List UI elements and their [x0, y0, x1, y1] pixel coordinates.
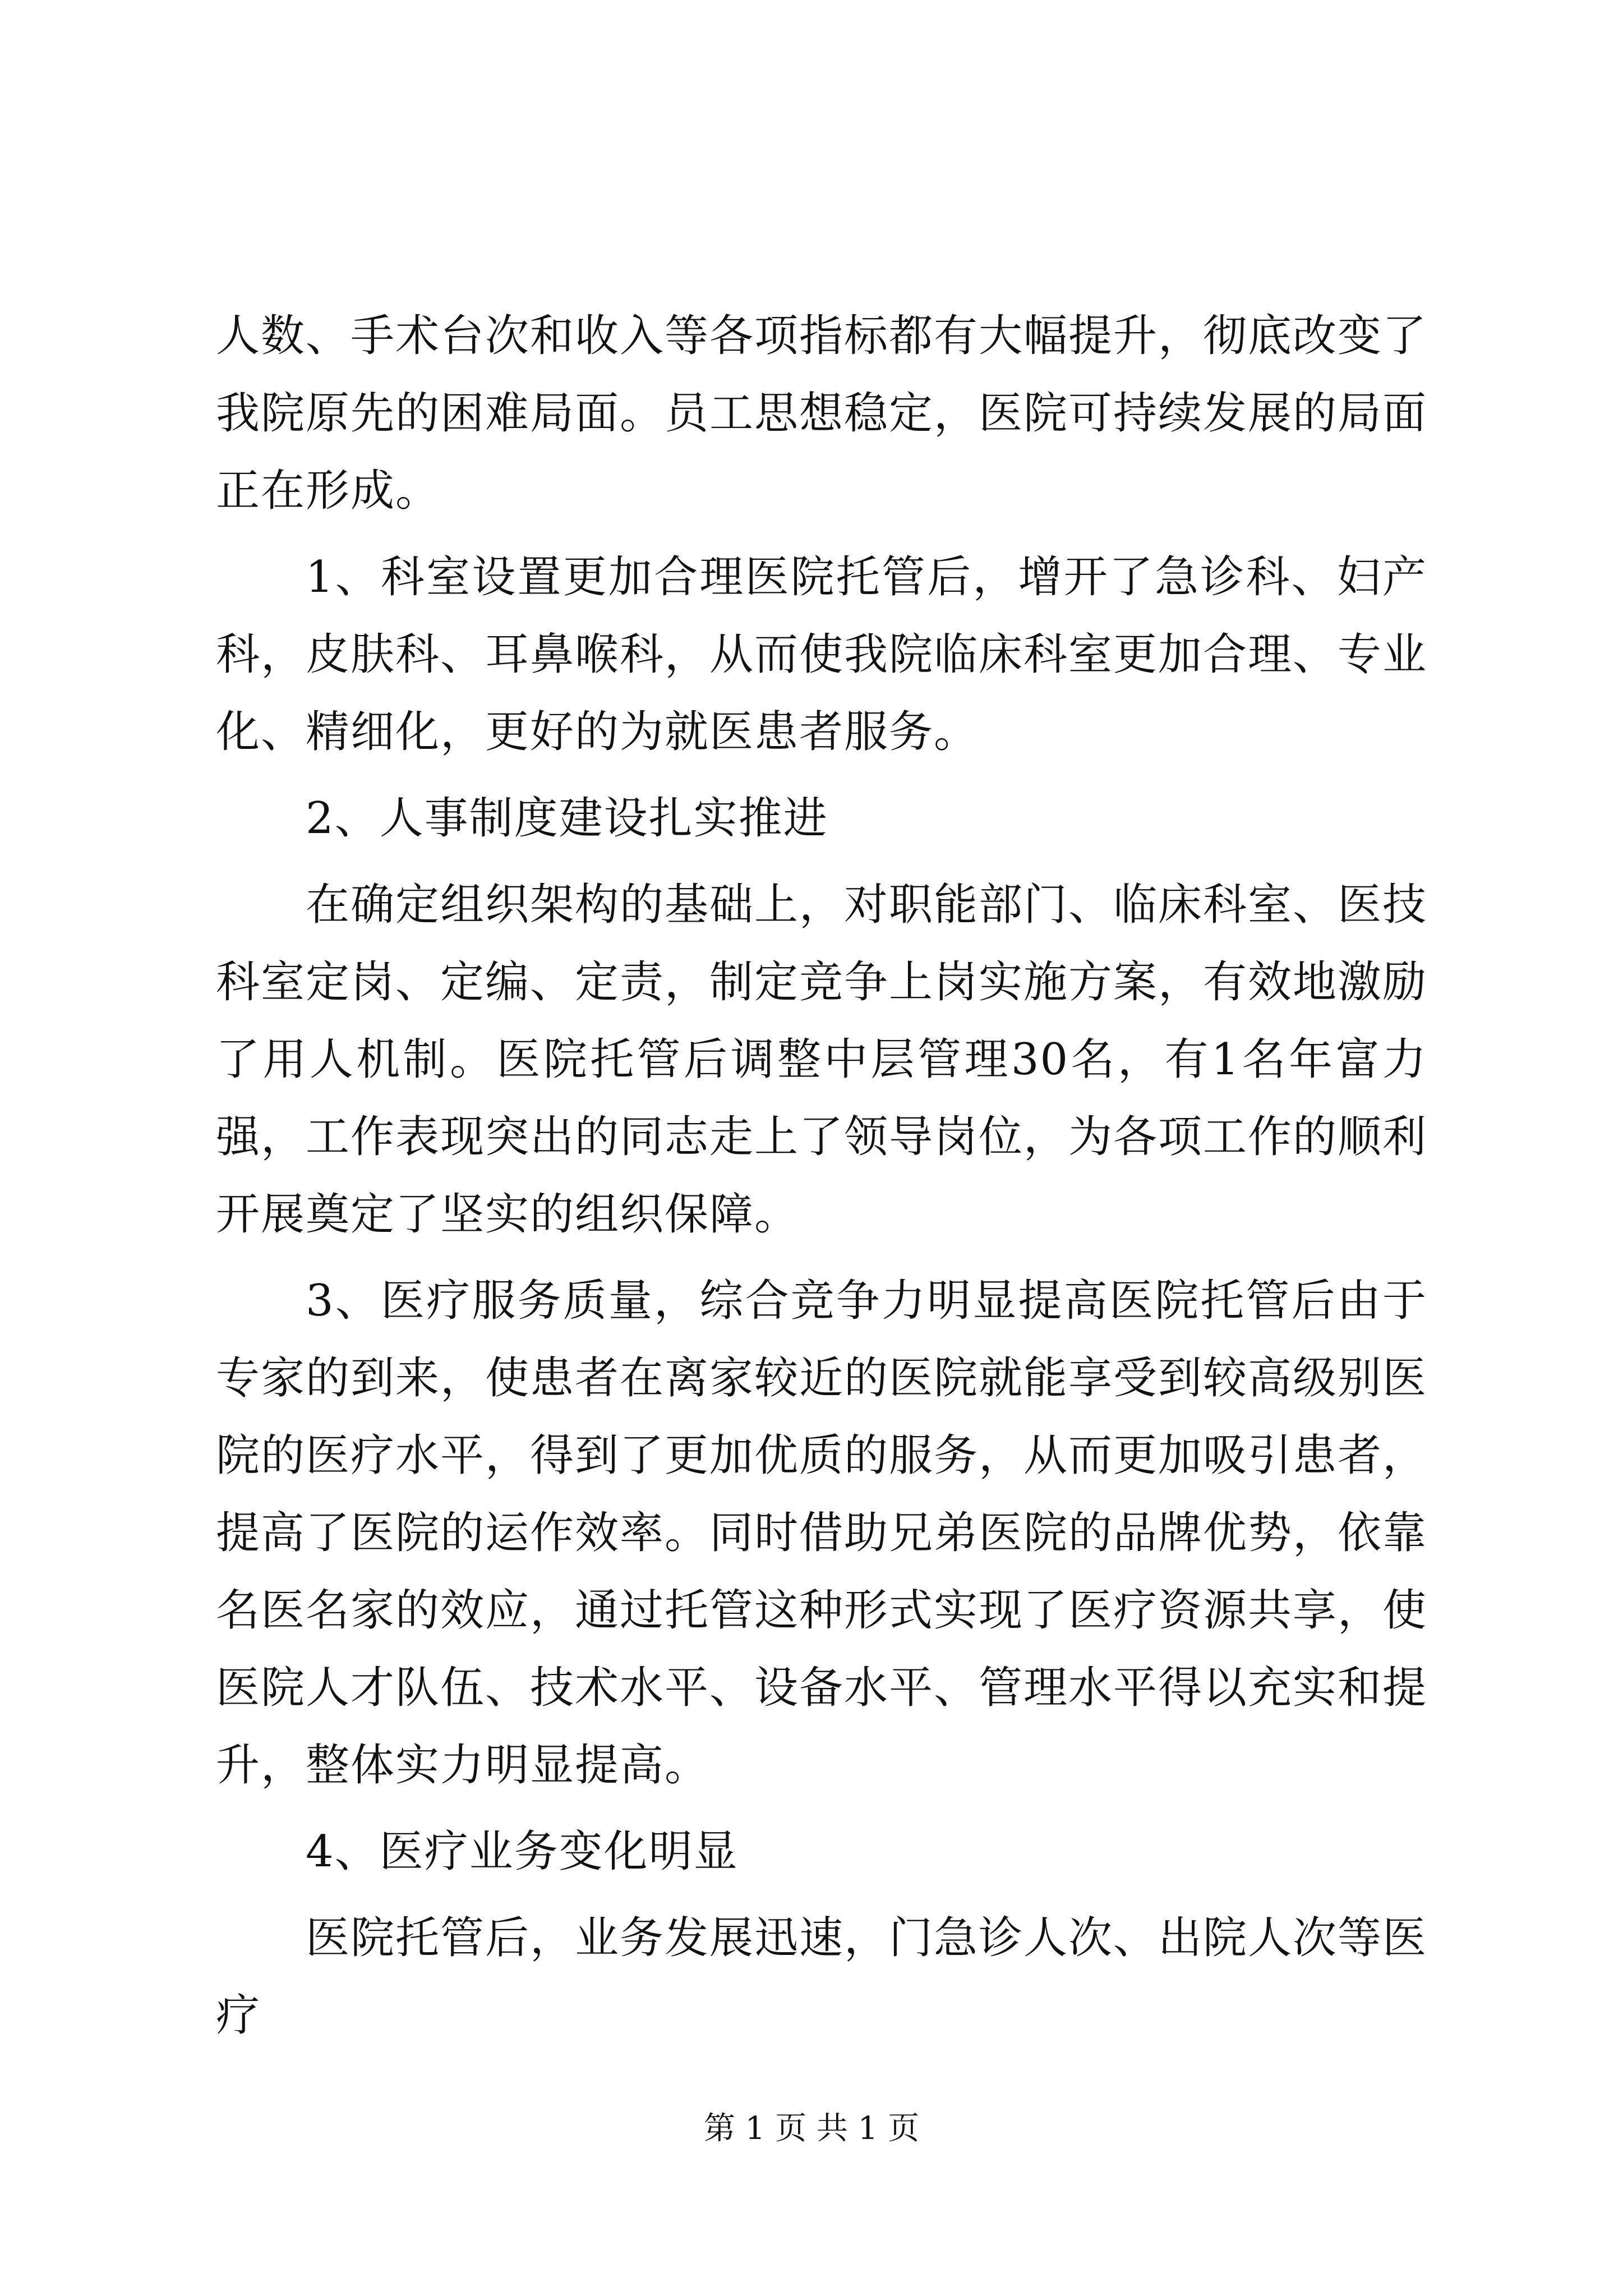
paragraph-section-2-body: 在确定组织架构的基础上，对职能部门、临床科室、医技科室定岗、定编、定责，制定竞争上岗实施方案，有效地激励了用人机制。医院托管后调整中层管理30名，有1名年富力强，工作表现突出的同志走上了领导岗位，为各项工作的顺利开展奠定了坚实的组织保障。: [216, 880, 1428, 1240]
paragraph-section-3: 3、医疗服务质量，综合竞争力明显提高医院托管后由于专家的到来，使患者在离家较近的医院就能享受到较高级别医院的医疗水平，得到了更加优质的服务，从而更加吸引患者，提高了医院的运作效率。同时借助兄弟医院的品牌优势，依靠名医名家的效应，通过托管这种形式实现了医疗资源共享，使医院人才队伍、技术水平、设备水平、管理水平得以充实和提升，整体实力明显提高。: [216, 1276, 1428, 1791]
paragraph-continuation: 人数、手术台次和收入等各项指标都有大幅提升，彻底改变了我院原先的困难局面。员工思想稳定，医院可持续发展的局面正在形成。: [216, 311, 1428, 516]
document-body: [216, 297, 1427, 2054]
heading-section-4: 4、医疗业务变化明显: [306, 1826, 739, 1877]
paragraph-section-1: 1、科室设置更加合理医院托管后，增开了急诊科、妇产科，皮肤科、耳鼻喉科，从而使我院临床科室更加合理、专业化、精细化，更好的为就医患者服务。: [216, 552, 1428, 757]
paragraph-section-4-body: 医院托管后，业务发展迅速，门急诊人次、出院人次等医疗: [216, 1913, 1428, 2041]
heading-section-2: 2、人事制度建设扎实推进: [306, 793, 828, 844]
page-number-footer: 第 1 页 共 1 页: [703, 2110, 920, 2147]
